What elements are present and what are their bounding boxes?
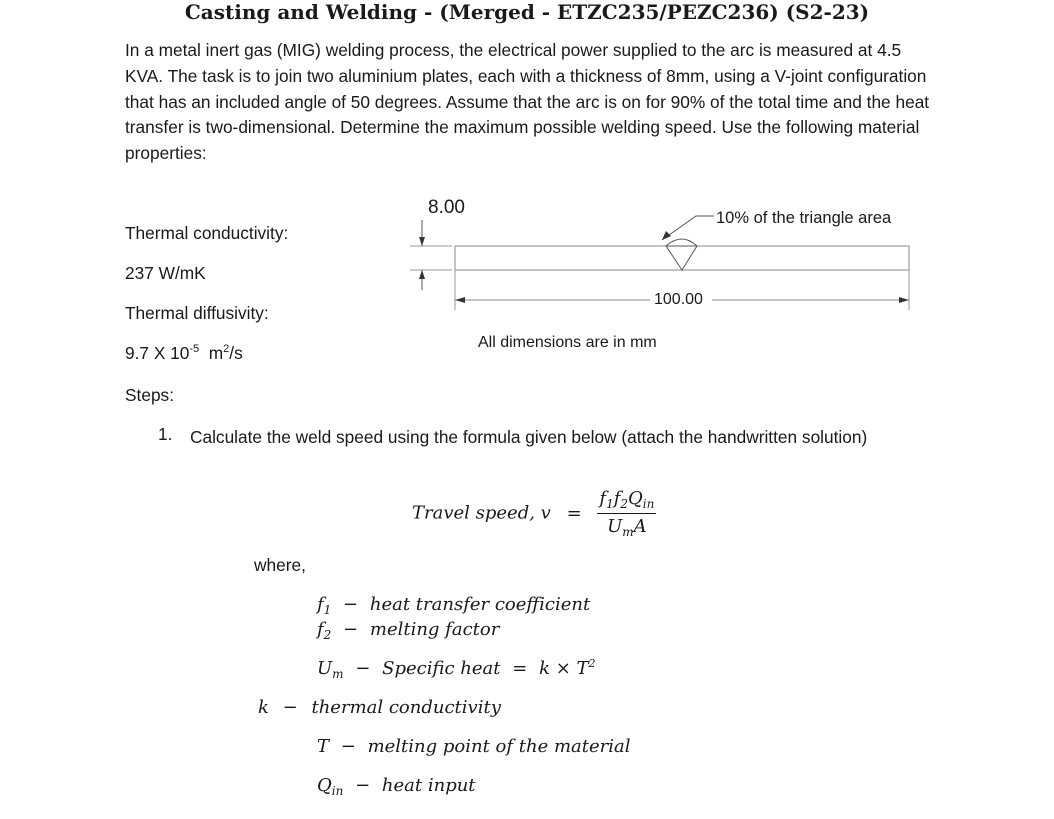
length-dimension-label: 100.00 xyxy=(654,291,703,308)
thermal-diffusivity-label: Thermal diffusivity: xyxy=(125,303,269,323)
step-text: Calculate the weld speed using the formula given below (attach the handwritten solution) xyxy=(190,427,868,447)
definition-t: T − melting point of the material xyxy=(317,736,631,757)
thickness-dimension-label: 8.00 xyxy=(428,197,465,218)
travel-speed-formula: Travel speed, v = $\frac{f_1f_2Q_{in}}{U_mA}$ xyxy=(412,488,655,539)
steps-heading: Steps: xyxy=(125,385,174,405)
formula-lhs: Travel speed, v xyxy=(412,502,551,524)
formula-fraction: $\frac{f_1f_2Q_{in}}{U_mA}$ xyxy=(599,488,655,539)
problem-statement: In a metal inert gas (MIG) welding process, the electrical power supplied to the arc is measured at 4.5 KVA. The task is to join two aluminium plates, each with a thickness of 8mm, using a V-joint configuration that has an included angle of 50 degrees. Assume that the arc is on for 90% of the total time and the heat transfer is two-dimensional. Determine the maximum possible welding speed. Use the following material properties: xyxy=(125,40,930,164)
definition-f1: $f_1$ − heat transfer coefficient xyxy=(317,594,591,617)
definition-q: $Q_{in}$ − heat input xyxy=(317,775,476,798)
where-label: where, xyxy=(254,555,306,575)
page-title: Casting and Welding - (Merged - ETZC235/PEZC236) (S2-23) xyxy=(184,0,870,24)
thermal-conductivity-value: 237 W/mK xyxy=(125,263,206,283)
thermal-conductivity-label: Thermal conductivity: xyxy=(125,223,289,243)
definition-um: $U_m$ − Specific heat = $k \times T^2$ xyxy=(317,657,596,681)
definition-k: k − thermal conductivity xyxy=(258,697,501,718)
thermal-diffusivity-value: 9.7 X $10^{-5}$ $m^2/s$ xyxy=(125,343,243,363)
step-number: 1. xyxy=(158,424,173,444)
definition-f2: $f_2$ − melting factor xyxy=(317,619,500,642)
weld-area-callout: 10% of the triangle area xyxy=(716,209,892,227)
plate-outline xyxy=(455,246,909,270)
weld-cap xyxy=(666,239,697,246)
dimensions-note: All dimensions are in mm xyxy=(478,334,657,351)
v-groove xyxy=(666,246,697,270)
